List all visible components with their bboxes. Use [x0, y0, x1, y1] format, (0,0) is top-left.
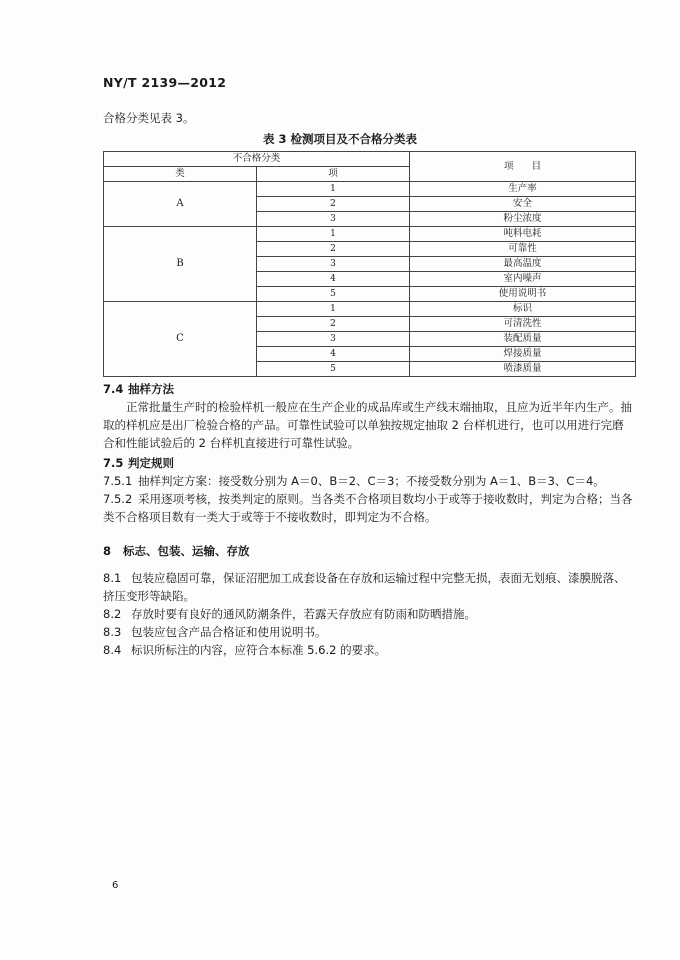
project-name-cell: 室内噪声 [410, 272, 636, 287]
project-name-cell: 粉尘浓度 [410, 212, 636, 227]
clause-number: 8.1 [103, 571, 122, 585]
item-number-cell: 3 [257, 212, 410, 227]
clause-text: 存放时要有良好的通风防潮条件，若露天存放应有防雨和防晒措施。 [131, 607, 476, 621]
item-number-cell: 5 [257, 362, 410, 377]
project-name-cell: 焊接质量 [410, 347, 636, 362]
project-name-cell: 安全 [410, 197, 636, 212]
table-row [104, 182, 636, 197]
project-name-cell: 使用说明书 [410, 287, 636, 302]
class-cell: A [104, 182, 257, 227]
project-name-cell: 标识 [410, 302, 636, 317]
table-title: 表 3 检测项目及不合格分类表 [262, 132, 417, 146]
item-number-cell: 5 [257, 287, 410, 302]
clause-text: 抽样判定方案：接受数分别为 A＝0、B＝2、C＝3；不接受数分别为 A＝1、B＝3、C＝4。 [138, 474, 605, 488]
item-number-cell: 3 [257, 257, 410, 272]
class-cell: C [104, 302, 257, 377]
section-7-5-heading [103, 454, 635, 472]
item-number-cell: 2 [257, 242, 410, 257]
clause-text: 标识所标注的内容，应符合本标准 5.6.2 的要求。 [131, 643, 387, 657]
clause-7-5-2 [103, 490, 635, 526]
clause-7-5-1 [103, 472, 635, 490]
class-cell: B [104, 227, 257, 302]
table-row [104, 227, 636, 242]
header-item-cell: 项 [257, 167, 410, 182]
project-name-cell: 喷漆质量 [410, 362, 636, 377]
clause-text: 包装应包含产品合格证和使用说明书。 [131, 625, 327, 639]
section-number: 7.5 [103, 456, 124, 470]
item-number-cell: 4 [257, 272, 410, 287]
section-8-heading [103, 542, 635, 560]
section-7-4 [103, 380, 635, 452]
classification-table [103, 151, 636, 377]
project-name-cell: 生产率 [410, 182, 636, 197]
clause-8-3 [103, 623, 635, 641]
section-number: 8 [103, 544, 112, 558]
project-name-cell: 可靠性 [410, 242, 636, 257]
clause-text: 采用逐项考核，按类判定的原则。当各类不合格项目数均小于或等于接收数时，判定为合格；当各类不合格项目数有一类大于或等于不接收数时，即判定为不合格。 [103, 492, 633, 524]
clause-text: 包装应稳固可靠，保证沼肥加工成套设备在存放和运输过程中完整无损，表面无划痕、漆膜脱落、挤压变形等缺陷。 [103, 571, 626, 603]
item-number-cell: 1 [257, 227, 410, 242]
item-number-cell: 3 [257, 332, 410, 347]
section-title: 标志、包装、运输、存放 [123, 544, 250, 558]
clause-number: 7.5.2 [103, 492, 133, 506]
clause-number: 8.2 [103, 607, 122, 621]
page-number: 6 [112, 880, 119, 891]
table-header-row [104, 152, 636, 167]
item-number-cell: 2 [257, 197, 410, 212]
project-name-cell: 可清洗性 [410, 317, 636, 332]
item-number-cell: 1 [257, 182, 410, 197]
section-title: 抽样方法 [128, 382, 174, 396]
clause-number: 8.4 [103, 643, 122, 657]
section-8 [103, 542, 635, 659]
project-name-cell: 装配质量 [410, 332, 636, 347]
header-project-cell: 项 目 [410, 152, 636, 182]
section-number: 7.4 [103, 382, 124, 396]
table-row [104, 302, 636, 317]
section-7-4-heading [103, 380, 635, 398]
standard-number-header: NY/T 2139—2012 [103, 75, 227, 90]
item-number-cell: 1 [257, 302, 410, 317]
item-number-cell: 2 [257, 317, 410, 332]
section-7-5 [103, 454, 635, 526]
clause-8-2 [103, 605, 635, 623]
header-class-cell: 类 [104, 167, 257, 182]
project-name-cell: 吨料电耗 [410, 227, 636, 242]
clause-8-1 [103, 569, 635, 605]
section-7-4-paragraph: 正常批量生产时的检验样机一般应在生产企业的成品库或生产线末端抽取，且应为近半年内生产。抽取的样机应是出厂检验合格的产品。可靠性试验可以单独按规定抽取 2 台样机进行，也可以用进行完磨合和性能试验后的 2 台样机直接进行可靠性试验。 [103, 400, 632, 450]
clause-number: 7.5.1 [103, 474, 133, 488]
section-title: 判定规则 [128, 456, 174, 470]
item-number-cell: 4 [257, 347, 410, 362]
lead-text: 合格分类见表 3。 [103, 111, 195, 125]
clause-8-4 [103, 641, 635, 659]
project-name-cell: 最高温度 [410, 257, 636, 272]
clause-number: 8.3 [103, 625, 122, 639]
header-group-cell: 不合格分类 [104, 152, 410, 167]
